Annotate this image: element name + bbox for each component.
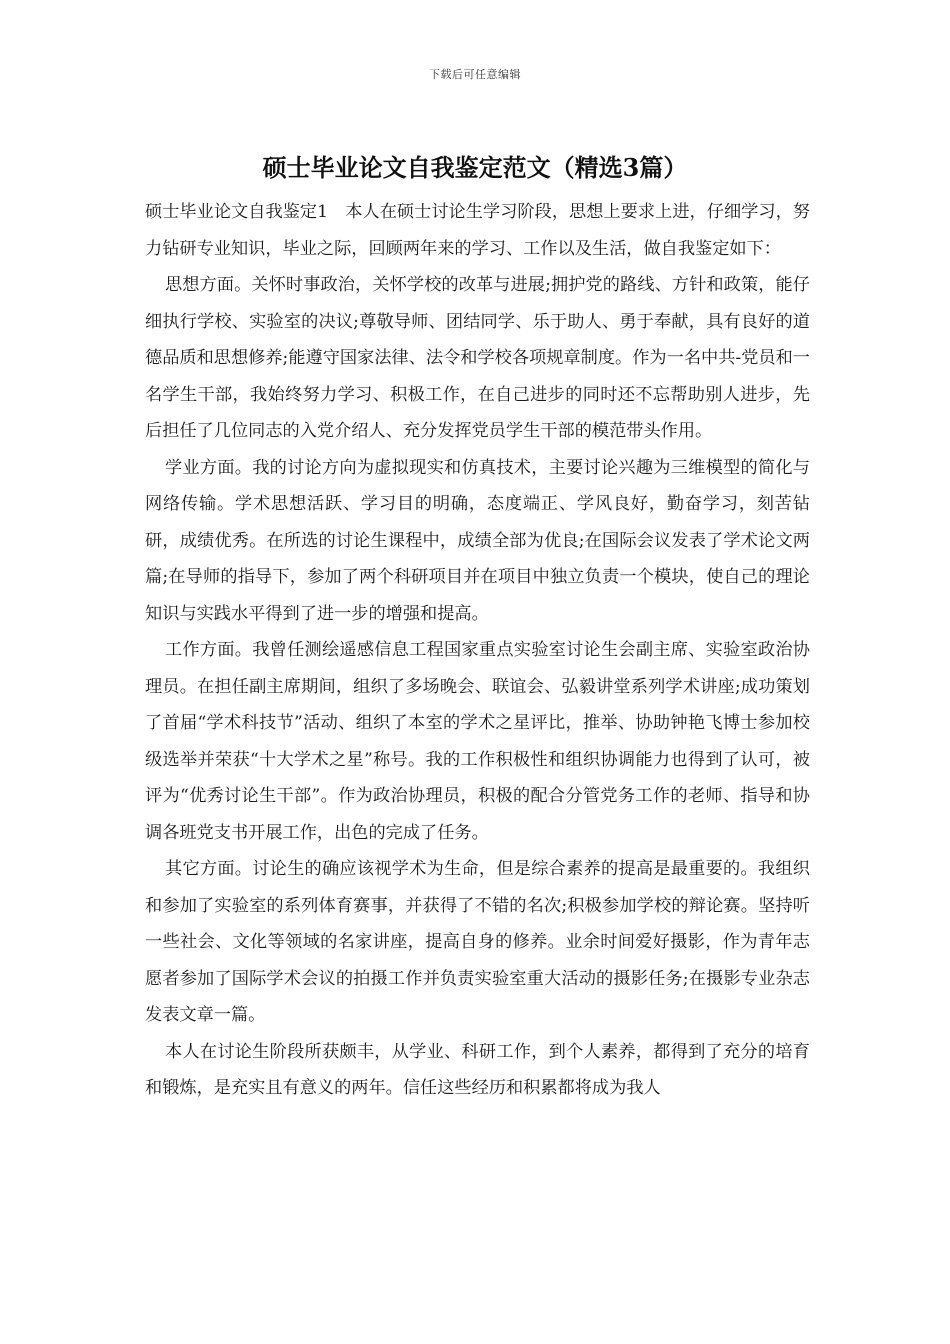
paragraph-other: 其它方面。讨论生的确应该视学术为生命，但是综合素养的提高是最重要的。我组织和参加了实验室的系列体育赛事，并获得了不错的名次;积极参加学校的辩论赛。坚持听一些社会、文化等领域的名家讲座，提高自身的修养。业余时间爱好摄影，作为青年志愿者参加了国际学术会议的拍摄工作并负责实验室重大活动的摄影任务;在摄影专业杂志发表文章一篇。	[145, 859, 810, 1025]
document-title: 硕士毕业论文自我鉴定范文（精选3篇）	[262, 153, 688, 182]
header-note: 下载后可任意编辑	[429, 68, 521, 81]
paragraph-work: 工作方面。我曾任测绘遥感信息工程国家重点实验室讨论生会副主席、实验室政治协理员。在担任副主席期间，组织了多场晚会、联谊会、弘毅讲堂系列学术讲座;成功策划了首届“学术科技节”活动、组织了本室的学术之星评比，推举、协助钟艳飞博士参加校级选举并荣获“十大学术之星”称号。我的工作积极性和组织协调能力也得到了认可，被评为“优秀讨论生干部”。作为政治协理员，积极的配合分管党务工作的老师、指导和协调各班党支书开展工作，出色的完成了任务。	[145, 640, 810, 843]
paragraph-academics: 学业方面。我的讨论方向为虚拟现实和仿真技术，主要讨论兴趣为三维模型的简化与网络传输。学术思想活跃、学习目的明确，态度端正、学风良好，勤奋学习，刻苦钻研，成绩优秀。在所选的讨论生课程中，成绩全部为优良;在国际会议发表了学术论文两篇;在导师的指导下，参加了两个科研项目并在项目中独立负责一个模块，使自己的理论知识与实践水平得到了进一步的增强和提高。	[145, 457, 810, 624]
paragraph-ideology: 思想方面。关怀时事政治，关怀学校的改革与进展;拥护党的路线、方针和政策，能仔细执行学校、实验室的决议;尊敬导师、团结同学、乐于助人、勇于奉献，具有良好的道德品质和思想修养;能遵守国家法律、法令和学校各项规章制度。作为一名中共-党员和一名学生干部，我始终努力学习、积极工作，在自己进步的同时还不忘帮助别人进步，先后担任了几位同志的入党介绍人、充分发挥党员学生干部的模范带头作用。	[145, 275, 810, 441]
document-body	[145, 194, 810, 1107]
paragraph-intro: 硕士毕业论文自我鉴定1 本人在硕士讨论生学习阶段，思想上要求上进，仔细学习，努力钻研专业知识，毕业之际，回顾两年来的学习、工作以及生活，做自我鉴定如下：	[145, 202, 810, 259]
paragraph-summary: 本人在讨论生阶段所获颇丰，从学业、科研工作，到个人素养，都得到了充分的培育和锻炼，是充实且有意义的两年。信任这些经历和积累都将成为我人	[145, 1041, 810, 1098]
